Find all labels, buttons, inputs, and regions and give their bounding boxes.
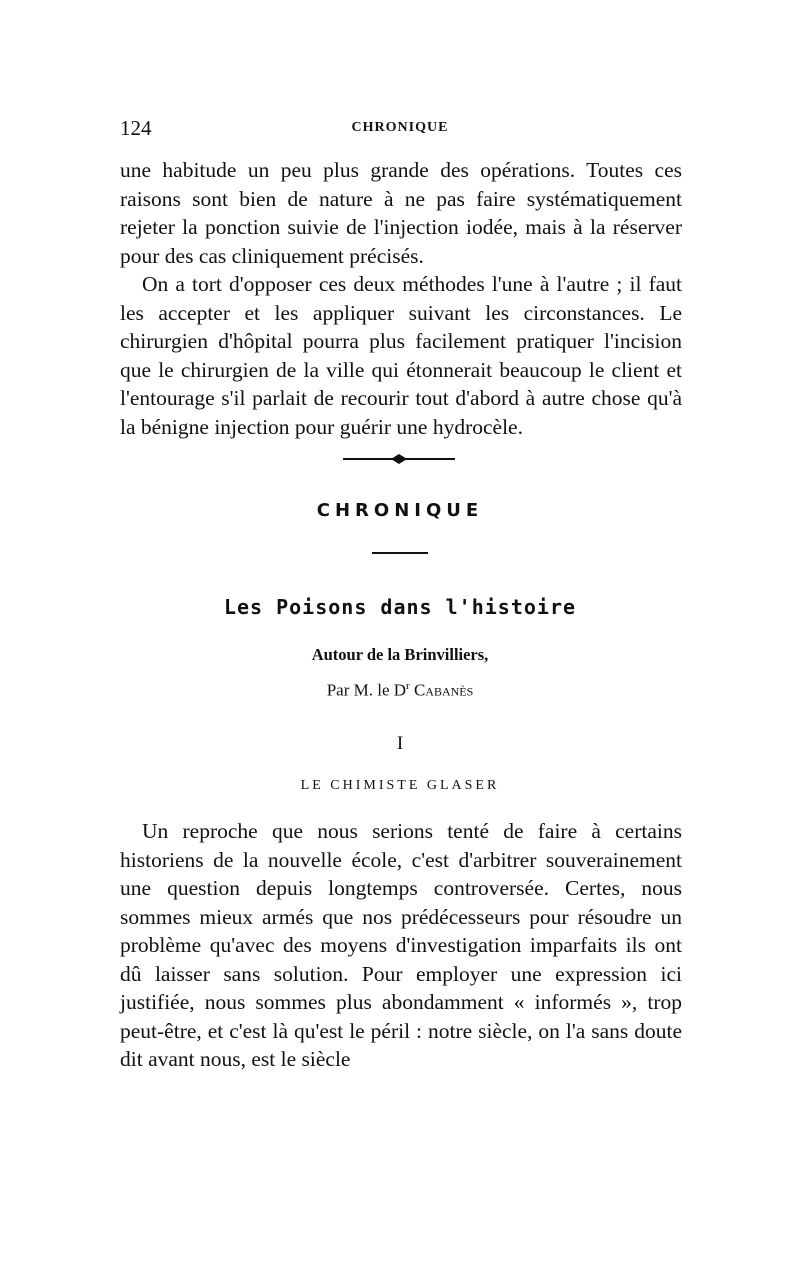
section-rule [372,552,428,554]
page-number: 124 [120,116,152,140]
byline-prefix: Par M. le D [326,680,407,700]
page-header [120,116,680,140]
byline-author: Cabanès [413,680,474,700]
article-body [120,817,682,1074]
section-title: CHRONIQUE [316,500,484,521]
byline [120,680,680,701]
article-subtitle: Autour de la Brinvilliers, [311,645,489,664]
divider-ornament [343,452,455,466]
part-number: I [396,733,404,754]
running-head: CHRONIQUE [351,120,449,135]
part-title: LE CHIMISTE GLASER [300,778,500,793]
paragraph: On a tort d'opposer ces deux méthodes l'une à l'autre ; il faut les accepter et les appliquer suivant les circonstances. Le chirurgien d'hôpital pourra plus facilement pratiquer l'incision que le chirurgien de la ville qui étonnerait beaucoup le client et l'entourage s'il parlait de recourir tout d'abord à autre chose qu'à la bénigne injection pour guérir une hydrocèle. [120,272,682,439]
article-title: Les Poisons dans l'histoire [223,595,577,619]
continued-text [120,156,682,441]
byline-superscript: r [406,680,410,692]
paragraph: Un reproche que nous serions tenté de faire à certains historiens de la nouvelle école, c'est d'arbitrer souverainement une question depuis longtemps controversée. Certes, nous sommes mieux armés que nos prédécesseurs pour résoudre un problème qu'avec des moyens d'investigation imparfaits ils ont dû laisser sans solution. Pour employer une expression ici justifiée, nous sommes plus abondamment « informés », trop peut-être, et c'est là qu'est le péril : notre siècle, on l'a sans doute dit avant nous, est le siècle [120,819,682,1071]
paragraph: une habitude un peu plus grande des opérations. Toutes ces raisons sont bien de nature à ne pas faire systématiquement rejeter la ponction suivie de l'injection iodée, mais à la réserver pour des cas cliniquement précisés. [120,158,682,268]
